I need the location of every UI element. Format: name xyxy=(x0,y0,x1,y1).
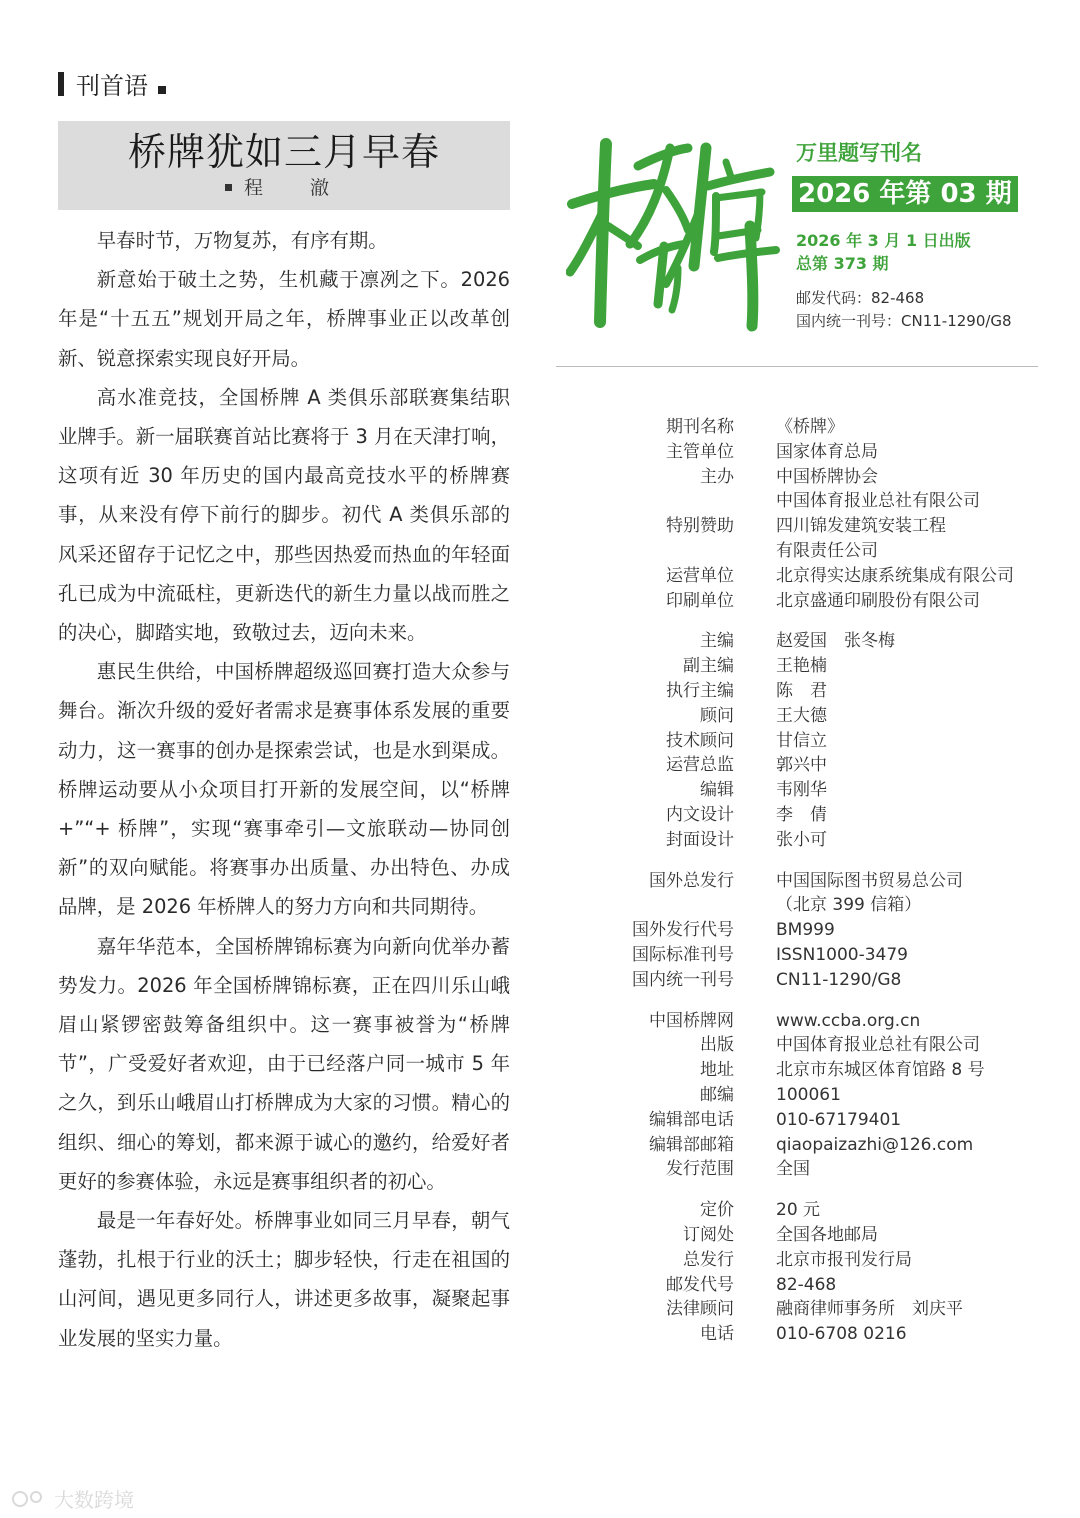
info-label: 主办 xyxy=(700,466,734,487)
info-label: 发行范围 xyxy=(666,1159,734,1180)
total-issue-number: 总第 373 期 xyxy=(796,254,889,273)
info-group-editorial xyxy=(556,629,1056,852)
info-value: 010-6708 0216 xyxy=(776,1324,907,1345)
article-title: 桥牌犹如三月早春 xyxy=(127,130,440,174)
info-value: 82-468 xyxy=(776,1274,837,1295)
info-label: 编辑部电话 xyxy=(649,1109,734,1130)
info-label: 国际标准刊号 xyxy=(632,944,734,965)
article-paragraph: 嘉年华范本，全国桥牌锦标赛为向新向优举办蓄势发力。2026 年全国桥牌锦标赛，正在四川乐山峨眉山紧锣密鼓筹备组织中。这一赛事被誉为“桥牌节”，广受爱好者欢迎，由于已经落户同一城市 5 年之久，到乐山峨眉山打桥牌成为大家的习惯。精心的组织、细心的筹划，都来源于诚心的邀约，给爱好者更好的参赛体验，永远是赛事组织者的初心。 xyxy=(58,934,510,1193)
info-row xyxy=(556,415,1056,440)
info-value: 陈 君 xyxy=(776,680,827,701)
info-label: 编辑 xyxy=(700,780,734,801)
article-paragraph: 最是一年春好处。桥牌事业如同三月早春，朝气蓬勃，扎根于行业的沃土；脚步轻快，行走在祖国的山河间，遇见更多同行人，讲述更多故事，凝聚起事业发展的坚实力量。 xyxy=(58,1209,510,1350)
info-value: qiaopaizazhi@126.com xyxy=(776,1134,974,1155)
info-row xyxy=(556,1108,1056,1133)
info-value: 010-67179401 xyxy=(776,1109,902,1130)
article-paragraph: 早春时节，万物复苏，有序有期。 xyxy=(96,229,388,252)
info-value: 北京得实达康系统集成有限公司 xyxy=(776,565,1014,586)
info-label: 运营总监 xyxy=(666,755,734,776)
info-value: 王艳楠 xyxy=(776,656,827,677)
info-value: 有限责任公司 xyxy=(776,540,878,561)
qiaopai-calligraphy-logo xyxy=(566,126,786,336)
info-label: 地址 xyxy=(700,1060,734,1081)
info-value: BM999 xyxy=(776,920,835,941)
info-label: 编辑部邮箱 xyxy=(649,1134,734,1155)
info-value: 北京盛通印刷股份有限公司 xyxy=(776,590,980,611)
article-paragraph: 惠民生供给，中国桥牌超级巡回赛打造大众参与舞台。渐次升级的爱好者需求是赛事体系发展的重要动力，这一赛事的创办是探索尝试，也是水到渠成。桥牌运动要从小众项目打开新的发展空间，以“桥牌 +”“+ 桥牌”，实现“赛事牵引—文旅联动—协同创新”的双向赋能。将赛事办出质量、办出特色、办成品牌，是 2026 年桥牌人的努力方向和共同期待。 xyxy=(58,660,510,919)
info-value: CN11-1290/G8 xyxy=(776,969,902,990)
info-label: 主管单位 xyxy=(666,441,734,462)
article-author xyxy=(58,175,510,201)
info-label: 执行主编 xyxy=(666,680,734,701)
author-bullet xyxy=(225,184,232,191)
info-label: 中国桥牌网 xyxy=(649,1010,734,1031)
info-row xyxy=(556,465,1056,490)
info-label: 印刷单位 xyxy=(666,590,734,611)
section-label xyxy=(58,66,166,101)
issue-number-badge: 2026 年第 03 期 xyxy=(792,176,1018,212)
info-row xyxy=(556,803,1056,828)
postal-code: 邮发代码：82-468 xyxy=(796,289,925,307)
section-bar-mark xyxy=(58,72,64,96)
info-value: 张小可 xyxy=(776,829,827,850)
info-row xyxy=(556,1273,1056,1298)
info-group-publisher xyxy=(556,415,1056,613)
info-label xyxy=(556,489,734,514)
info-row xyxy=(556,778,1056,803)
info-row xyxy=(556,589,1056,614)
info-row xyxy=(556,828,1056,853)
info-value: 李 倩 xyxy=(776,804,827,825)
info-label: 主编 xyxy=(700,631,734,652)
info-row xyxy=(556,1223,1056,1248)
info-group-contact xyxy=(556,1009,1056,1183)
info-row xyxy=(556,704,1056,729)
info-label: 期刊名称 xyxy=(666,417,734,437)
info-label: 封面设计 xyxy=(666,829,734,850)
info-row xyxy=(556,564,1056,589)
info-value: 赵爱国 张冬梅 xyxy=(776,631,895,652)
info-label: 出版 xyxy=(700,1035,734,1056)
info-value: 《桥牌》 xyxy=(776,417,844,437)
watermark-logo-icon xyxy=(10,1489,50,1509)
calligrapher-credit: 万里题写刊名 xyxy=(796,141,922,165)
info-row xyxy=(556,679,1056,704)
info-value: 王大德 xyxy=(776,705,827,726)
info-group-subscription xyxy=(556,1198,1056,1347)
info-value: 郭兴中 xyxy=(776,755,827,776)
info-label: 邮编 xyxy=(700,1084,734,1105)
publication-info xyxy=(556,415,1056,1363)
watermark-text: 大数跨境 xyxy=(54,1488,134,1512)
info-row xyxy=(556,1198,1056,1223)
info-row xyxy=(556,1133,1056,1158)
info-row xyxy=(556,869,1056,894)
info-label xyxy=(556,893,734,918)
info-row xyxy=(556,489,1056,514)
info-row xyxy=(556,753,1056,778)
info-value: 中国国际图书贸易总公司 xyxy=(776,870,963,891)
article-author-name: 程 澈 xyxy=(243,177,343,199)
info-row xyxy=(556,943,1056,968)
article-title-box xyxy=(58,121,510,210)
info-label: 内文设计 xyxy=(666,804,734,825)
info-row xyxy=(556,893,1056,918)
info-value: 四川锦发建筑安装工程 xyxy=(776,516,946,537)
article-body xyxy=(58,221,510,1358)
info-value: 全国各地邮局 xyxy=(776,1224,878,1245)
info-label: 邮发代号 xyxy=(666,1274,734,1295)
info-value: 北京市报刊发行局 xyxy=(776,1249,912,1270)
info-value: 20 元 xyxy=(776,1200,821,1221)
info-value: 100061 xyxy=(776,1084,841,1105)
info-value: 韦刚华 xyxy=(776,780,827,801)
info-label: 总发行 xyxy=(683,1249,734,1270)
info-group-distribution xyxy=(556,869,1056,993)
info-value: 融商律师事务所 刘庆平 xyxy=(776,1299,963,1320)
info-row xyxy=(556,1083,1056,1108)
info-row xyxy=(556,1157,1056,1182)
info-label: 技术顾问 xyxy=(666,730,734,751)
info-value: 国家体育总局 xyxy=(776,441,878,462)
info-row xyxy=(556,514,1056,539)
info-row xyxy=(556,1058,1056,1083)
info-row xyxy=(556,1322,1056,1347)
info-value: 中国体育报业总社有限公司 xyxy=(776,1035,980,1056)
info-value: www.ccba.org.cn xyxy=(776,1010,921,1031)
section-square-mark xyxy=(158,86,166,94)
info-row xyxy=(556,654,1056,679)
info-row xyxy=(556,440,1056,465)
article-paragraph: 高水准竞技，全国桥牌 A 类俱乐部联赛集结职业牌手。新一届联赛首站比赛将于 3 月在天津打响，这项有近 30 年历史的国内最高竞技水平的桥牌赛事，从来没有停下前行的脚步。初代 A 类俱乐部的风采还留存于记忆之中，那些因热爱而热血的年轻面孔已成为中流砥柱，更新迭代的新生力量以战而胜之的决心，脚踏实地，致敬过去，迈向未来。 xyxy=(58,385,510,645)
info-row xyxy=(556,729,1056,754)
info-value: 北京市东城区体育馆路 8 号 xyxy=(776,1060,985,1081)
info-label: 订阅处 xyxy=(683,1224,734,1245)
info-label: 顾问 xyxy=(700,705,734,726)
info-value: ISSN1000-3479 xyxy=(776,944,908,965)
info-row xyxy=(556,1009,1056,1034)
info-value: （北京 399 信箱） xyxy=(776,895,922,916)
info-label: 国内统一刊号 xyxy=(632,969,734,990)
info-label xyxy=(556,539,734,564)
info-label: 国外总发行 xyxy=(649,870,734,891)
info-label: 定价 xyxy=(700,1200,734,1221)
info-row xyxy=(556,1248,1056,1273)
info-label: 电话 xyxy=(700,1324,734,1345)
publication-date: 2026 年 3 月 1 日出版 xyxy=(796,231,971,250)
info-label: 国外发行代号 xyxy=(632,920,734,941)
masthead-divider xyxy=(556,366,1038,367)
info-row xyxy=(556,1297,1056,1322)
info-value: 甘信立 xyxy=(776,730,827,751)
info-value: 中国桥牌协会 xyxy=(776,466,878,487)
info-label: 运营单位 xyxy=(666,565,734,586)
info-row xyxy=(556,918,1056,943)
info-row xyxy=(556,1033,1056,1058)
info-label: 法律顾问 xyxy=(666,1299,734,1320)
watermark xyxy=(10,1484,134,1513)
info-label: 特别赞助 xyxy=(666,516,734,537)
article-paragraph: 新意始于破土之势，生机藏于凛冽之下。2026 年是“十五五”规划开局之年，桥牌事业正以改革创新、锐意探索实现良好开局。 xyxy=(58,268,510,370)
info-label: 副主编 xyxy=(683,656,734,677)
section-label-text: 刊首语 xyxy=(76,72,148,100)
info-row xyxy=(556,539,1056,564)
cn-serial-number: 国内统一刊号：CN11-1290/G8 xyxy=(796,312,1012,330)
info-value: 全国 xyxy=(776,1159,810,1180)
info-row xyxy=(556,968,1056,993)
info-row xyxy=(556,629,1056,654)
info-value: 中国体育报业总社有限公司 xyxy=(776,491,980,512)
